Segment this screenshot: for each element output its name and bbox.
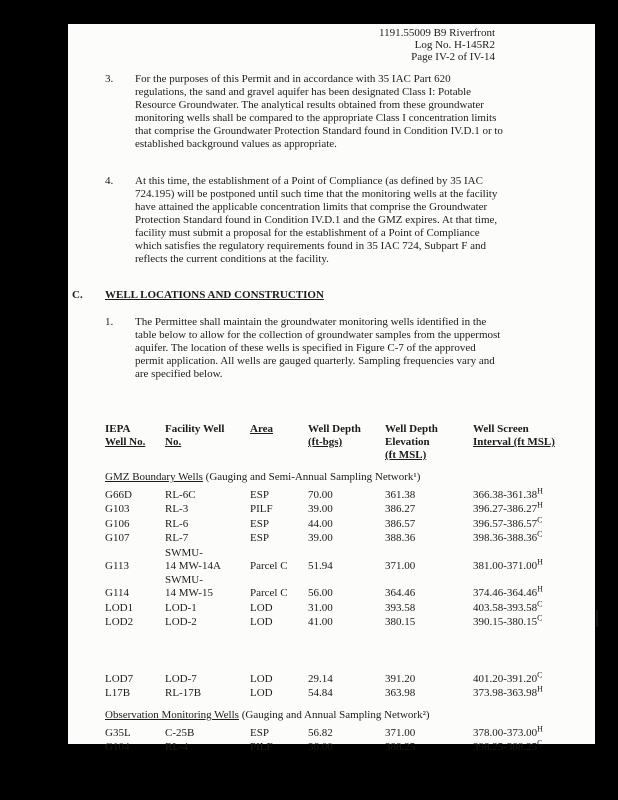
elevation-cell: 363.98 [385,687,416,699]
well-id-cell: G103 [105,503,130,515]
depth-cell: 54.84 [308,687,333,699]
log-number: Log No. H-145R2 [414,39,495,51]
facility-well-cell: RL-17B [165,687,202,699]
facility-well-cell: RL-7 [165,532,189,544]
elevation-cell: 388.25 [385,741,416,753]
column-header: Well Screen Interval (ft MSL) [473,423,555,448]
document-page [68,24,595,753]
column-header: Well Depth (ft-bgs) [308,423,361,448]
well-id-cell: LOD7 [105,672,134,685]
well-row [105,740,595,755]
well-id-cell: L17B [105,687,131,699]
screen-interval-cell: $398.36-388.36^C$ [473,529,543,544]
area-cell: ESP [250,488,269,501]
screen-interval-cell: $374.46-364.46^H$ [473,584,543,599]
area-cell: ESP [250,517,269,530]
well-id-cell: G104 [105,741,130,753]
depth-cell: 39.00 [308,503,333,515]
elevation-cell: 393.58 [385,601,416,614]
facility-well-cell: LOD-7 [165,672,197,685]
depth-cell: 70.00 [308,488,333,501]
elevation-cell: 386.27 [385,503,416,515]
well-row [105,487,595,502]
facility-well-cell: RL-6C [165,488,196,501]
well-row [105,725,595,740]
area-cell: Parcel C [250,559,288,572]
area-cell: Parcel C [250,587,288,599]
area-cell: PILF [250,741,273,753]
paragraph-3-text: For the purposes of this Permit and in accordance with 35 IAC Part 620 regulations, the sand and gravel aquifer has been designated Class I: Potable Resource Groundwater. The analytical results obtained from these groundwater monitoring wells shall be compared to the appropriate Class I concentration limits that comprise the Groundwater Protection Standard found in Condition IV.D.1 or to established background values as appropriate. [135,73,503,150]
depth-cell: 36.00 [308,741,333,753]
well-id-cell: G35L [105,726,131,739]
depth-cell: 31.00 [308,601,333,614]
well-row [105,615,595,630]
elevation-cell: 364.46 [385,587,416,599]
well-row [105,545,595,573]
column-header: Facility Well No. [165,423,225,448]
area-cell: LOD [250,616,273,628]
paragraph-4 [105,175,503,266]
depth-cell: 41.00 [308,616,333,628]
screen-interval-cell: $398.25-388.25^C$ [473,738,543,753]
screen-interval-cell: $403.58-393.58^C$ [473,598,543,614]
section-c-label: C. [72,289,83,301]
section-c-heading [72,289,595,302]
paragraph-3-number: 3. [105,73,114,85]
depth-cell: 56.00 [308,587,333,599]
well-id-cell: LOD1 [105,601,134,614]
area-cell: LOD [250,672,273,685]
column-header: Area [250,423,274,435]
well-row [105,671,595,686]
well-id-cell: LOD2 [105,616,134,628]
item-1-paragraph [105,316,503,381]
facility-well-cell: RL-3 [165,503,189,515]
well-table [105,423,595,754]
paragraph-4-text: At this time, the establishment of a Point of Compliance (as defined by 35 IAC 724.195) will be postponed until such time that the monitoring wells at the facility have attained the applicable concentration limits that comprise the Groundwater Protection Standard found in Condition IV.D.1 and the GMZ expires. At that time, facility must submit a proposal for the establishment of a Point of Compliance which satisfies the regulatory requirements found in 35 IAC 724, Subpart F and reflects the current conditions at the facility. [135,175,498,265]
depth-cell: 39.00 [308,532,333,544]
paragraph-3 [105,73,503,151]
doc-header [68,24,527,63]
well-id-cell: G66D [105,488,132,501]
screen-interval-cell: $378.00-373.00^H$ [473,723,543,739]
facility-well-cell: RL-4 [165,741,189,753]
table-group-title: Observation Monitoring Wells (Gauging and Annual Sampling Network²) [105,709,430,721]
facility-well-cell: C-25B [165,726,195,739]
well-id-cell: G107 [105,532,130,544]
elevation-cell: 361.38 [385,488,416,501]
elevation-cell: 380.15 [385,616,416,628]
well-row [105,502,595,517]
screen-interval-cell: $366.38-361.38^H$ [473,485,543,501]
area-cell: ESP [250,726,269,739]
screen-interval-cell: $373.98-363.98^H$ [473,684,543,699]
item-1-text: The Permittee shall maintain the groundwater monitoring wells identified in the table below to allow for the collection of groundwater samples from the uppermost aquifer. The location of these wells is specified in Figure C-7 of the approved permit application. All wells are gauged quarterly. Sampling frequencies vary and are specified below. [135,316,501,380]
facility-well-cell: RL-6 [165,517,189,530]
elevation-cell: 371.00 [385,726,416,739]
well-row [105,573,595,601]
facility-well-cell: LOD-2 [165,616,197,628]
elevation-cell: 371.00 [385,559,416,572]
doc-number: 1191.55009 B9 Riverfront [379,27,495,39]
well-id-cell: G113 [105,559,130,572]
table-group-title: GMZ Boundary Wells (Gauging and Semi-Annual Sampling Network¹) [105,471,421,483]
column-header: Well Depth Elevation (ft MSL) [385,423,438,461]
paragraph-4-number: 4. [105,175,114,187]
page-number: Page IV-2 of IV-14 [411,51,495,63]
elevation-cell: 391.20 [385,672,416,685]
facility-well-cell: LOD-1 [165,601,197,614]
area-cell: ESP [250,532,269,544]
table-header-row [105,423,595,462]
area-cell: LOD [250,687,273,699]
depth-cell: 56.82 [308,726,333,739]
item-1-number: 1. [105,316,114,328]
well-id-cell: G106 [105,517,130,530]
elevation-cell: 386.57 [385,517,416,530]
facility-well-cell: SWMU- 14 MW-14A [165,546,221,572]
table-gap [105,629,595,671]
depth-cell: 29.14 [308,672,333,685]
well-row [105,516,595,531]
screen-interval-cell: $390.15-380.15^C$ [473,613,543,628]
facility-well-cell: SWMU- 14 MW-15 [165,574,213,599]
area-cell: LOD [250,601,273,614]
area-cell: PILF [250,503,273,515]
well-row [105,531,595,546]
depth-cell: 51.94 [308,559,333,572]
depth-cell: 44.00 [308,517,333,530]
screen-interval-cell: $396.57-386.57^C$ [473,514,543,530]
elevation-cell: 388.36 [385,532,416,544]
scan-mark [596,610,598,627]
well-row [105,686,595,701]
section-c-title: WELL LOCATIONS AND CONSTRUCTION [105,289,324,301]
well-id-cell: G114 [105,587,130,599]
screen-interval-cell: $396.27-386.27^H$ [473,500,543,515]
column-header: IEPA Well No. [105,423,146,448]
well-row [105,600,595,615]
screen-interval-cell: $381.00-371.00^H$ [473,556,543,572]
screen-interval-cell: $401.20-391.20^C$ [473,669,543,685]
